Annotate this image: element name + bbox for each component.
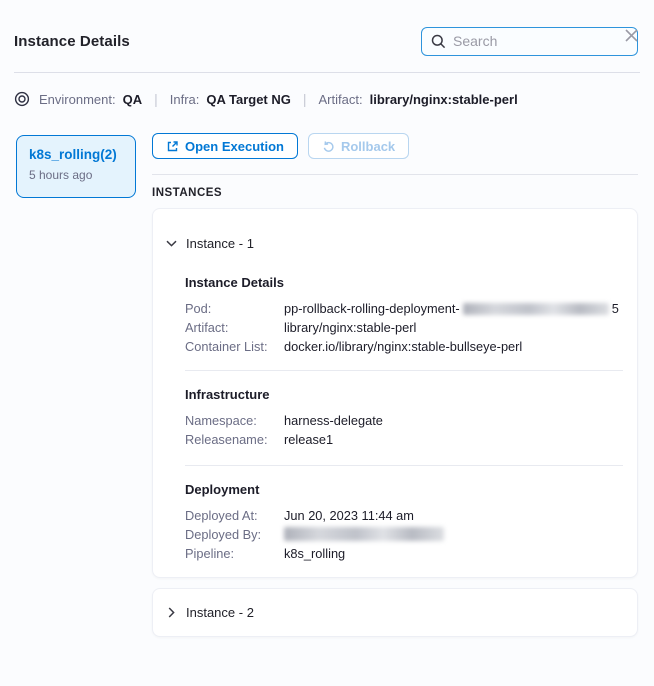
pod-redacted-segment — [463, 303, 609, 315]
pod-label: Pod: — [185, 301, 212, 316]
execution-name: k8s_rolling(2) — [29, 147, 117, 162]
instance-1-body — [165, 275, 625, 563]
environment-value: QA — [122, 91, 143, 107]
deployed-at-label: Deployed At: — [185, 508, 258, 523]
deployment-heading: Deployment — [185, 482, 260, 497]
pod-row — [185, 299, 625, 318]
infra-label: Infra: — [169, 91, 200, 107]
artifact-label: Artifact: — [185, 320, 229, 335]
execution-card-k8s-rolling[interactable] — [16, 135, 136, 198]
open-execution-label: Open Execution — [185, 138, 284, 154]
page-title: Instance Details — [14, 32, 130, 50]
chevron-down-icon — [165, 240, 177, 247]
instance-card-2 — [152, 588, 638, 637]
container-list-value: docker.io/library/nginx:stable-bullseye-perl — [284, 339, 523, 354]
namespace-value: harness-delegate — [284, 413, 383, 428]
open-execution-button[interactable] — [152, 133, 298, 159]
chevron-right-icon — [165, 607, 177, 618]
namespace-label: Namespace: — [185, 413, 257, 428]
artifact-value: library/nginx:stable-perl — [369, 91, 518, 107]
deployment-summary-row — [0, 90, 654, 108]
main-content — [0, 133, 654, 637]
execution-detail-panel — [152, 133, 654, 637]
header-divider — [14, 72, 640, 73]
section-divider — [185, 370, 623, 371]
instance-1-title: Instance - 1 — [186, 235, 254, 251]
rollback-icon — [322, 140, 335, 153]
external-link-icon — [166, 140, 179, 153]
separator: | — [154, 91, 158, 107]
artifact-value: library/nginx:stable-perl — [284, 320, 417, 335]
rollback-button[interactable] — [308, 133, 409, 159]
pipeline-row — [185, 544, 625, 563]
section-divider — [185, 465, 623, 466]
rollback-label: Rollback — [340, 138, 396, 154]
deployed-by-redacted-segment — [284, 527, 444, 541]
artifact-row — [185, 318, 625, 337]
deployment-rows — [185, 506, 625, 563]
releasename-value: release1 — [284, 432, 334, 447]
environment-icon — [14, 91, 30, 107]
instance-1-toggle[interactable] — [165, 235, 625, 251]
deployed-by-value — [284, 527, 444, 542]
namespace-row — [185, 411, 625, 430]
deployed-at-row — [185, 506, 625, 525]
pipeline-value: k8s_rolling — [284, 546, 346, 561]
search-box[interactable] — [421, 27, 638, 56]
releasename-row — [185, 430, 625, 449]
deployed-by-row — [185, 525, 625, 544]
execution-time-ago: 5 hours ago — [29, 168, 93, 182]
actions-row — [152, 133, 638, 159]
instance-2-title: Instance - 2 — [186, 605, 254, 620]
search-input[interactable] — [453, 33, 613, 49]
artifact-label: Artifact: — [318, 91, 363, 107]
instances-section-heading: INSTANCES — [152, 187, 223, 199]
infrastructure-rows — [185, 411, 625, 449]
deployed-at-value: Jun 20, 2023 11:44 am — [284, 508, 414, 523]
instance-details-heading: Instance Details — [185, 275, 284, 290]
container-list-row — [185, 337, 625, 356]
close-button[interactable] — [621, 26, 641, 44]
releasename-label: Releasename: — [185, 432, 268, 447]
environment-label: Environment: — [39, 91, 116, 107]
instance-details-rows — [185, 299, 625, 356]
panel-header — [0, 26, 654, 56]
pod-value: pp-rollback-rolling-deployment- 5 — [284, 301, 619, 316]
actions-divider — [152, 174, 638, 175]
search-icon — [431, 34, 446, 49]
infra-value: QA Target NG — [206, 91, 291, 107]
close-icon — [624, 28, 639, 43]
container-list-label: Container List: — [185, 339, 268, 354]
instance-2-toggle[interactable] — [165, 605, 254, 621]
deployed-by-label: Deployed By: — [185, 527, 262, 542]
pipeline-label: Pipeline: — [185, 546, 235, 561]
instance-card-1 — [152, 208, 638, 578]
infrastructure-heading: Infrastructure — [185, 387, 270, 402]
separator: | — [302, 91, 307, 107]
executions-sidebar — [0, 133, 152, 637]
